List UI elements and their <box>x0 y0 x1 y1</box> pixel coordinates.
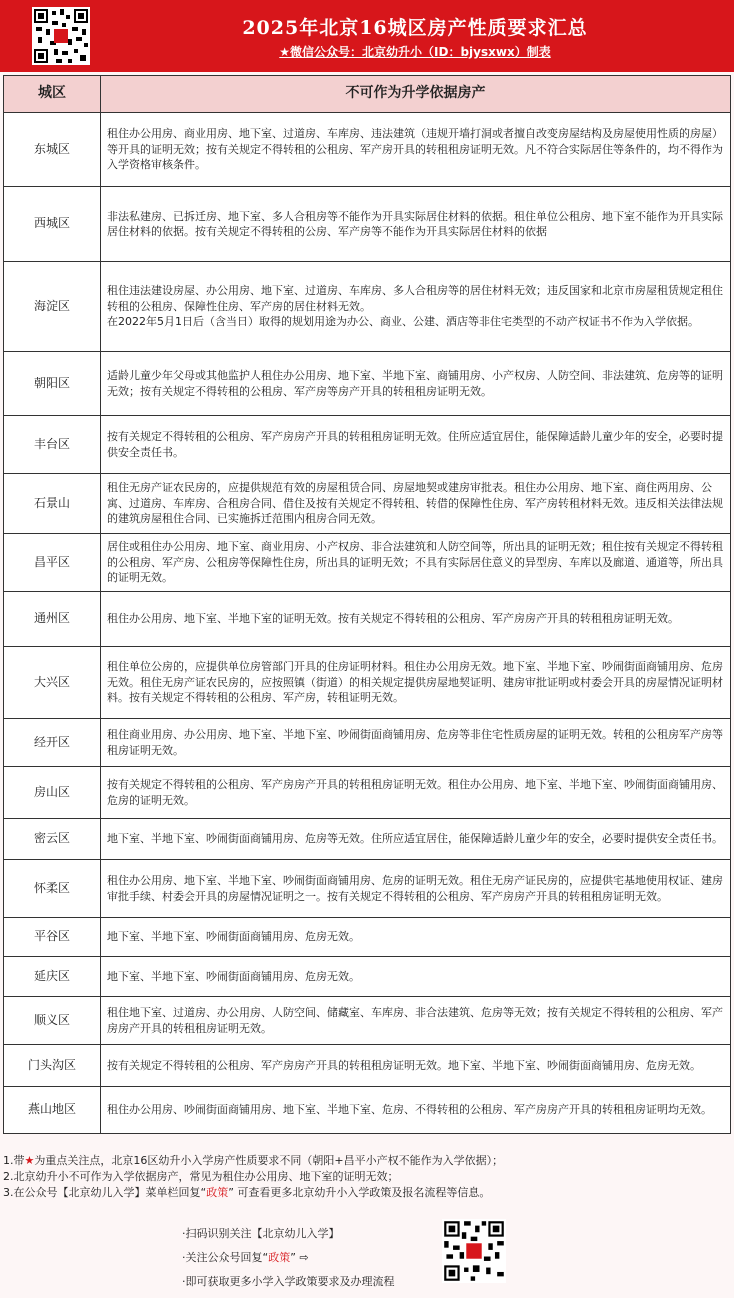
district-name: 经开区 <box>4 719 101 767</box>
note-3 <box>3 1185 730 1201</box>
qr-code-icon[interactable] <box>32 7 90 65</box>
table-row <box>4 262 731 352</box>
star-icon: ★ <box>24 1154 35 1167</box>
district-name: 东城区 <box>4 113 101 187</box>
note-3-text: ” 可查看更多北京幼升小入学政策及报名流程等信息。 <box>228 1186 491 1199</box>
property-rule-text: 非法私建房、已拆迁房、地下室、多人合租房等不能作为开具实际居住材料的依据。租住单位公租房、地下室不能作为开具实际居住材料的依据。按有关规定不得转租的公房、军产房等不能作为开具实际居住材料的依据 <box>101 187 731 262</box>
property-rule-text: 按有关规定不得转租的公租房、军产房房产开具的转租租房证明无效。住所应适宜居住，能保障适龄儿童少年的安全，必要时提供安全责任书。 <box>101 416 731 474</box>
footer-text <box>182 1222 395 1294</box>
footer-line-2 <box>182 1246 395 1270</box>
table-row <box>4 1045 731 1087</box>
property-rule-text: 租住办公用房、商业用房、地下室、过道房、车库房、违法建筑（违规开墙打洞或者擅自改变房屋结构及房屋使用性质的房屋）等开具的证明无效；按有关规定不得转租的公租房、军产房开具的转租租房证明无效。凡不符合实际居住等条件的，均不得作为入学资格审核条件。 <box>101 113 731 187</box>
property-rule-text: 租住单位公房的，应提供单位房管部门开具的住房证明材料。租住办公用房无效。地下室、半地下室、吵闹街面商铺用房、危房无效。租住无房产证农民房的，应按照镇（街道）的相关规定提供房屋地契证明、建房审批证明或村委会开具的房屋情况证明材料。按有关规定不得转租的公租房、军产房，转租证明无效。 <box>101 647 731 719</box>
property-rule-text: 居住或租住办公用房、地下室、商业用房、小产权房、非合法建筑和人防空间等，所出具的证明无效；租住按有关规定不得转租的公租房、军产房、公租房等保障性住房，所出具的证明无效；不具有实际居住意义的异型房、车库以及廊道、通道等，所出具的证明无效。 <box>101 534 731 592</box>
footer-keyword: 政策 <box>268 1251 291 1264</box>
table-row <box>4 767 731 819</box>
table-row <box>4 918 731 957</box>
footer-line-2-rest: ” ⇨ <box>290 1251 309 1264</box>
column-header-district: 城区 <box>4 76 101 113</box>
district-name: 房山区 <box>4 767 101 819</box>
property-rule-text: 地下室、半地下室、吵闹街面商铺用房、危房无效。 <box>101 957 731 997</box>
table-row <box>4 187 731 262</box>
table-row <box>4 719 731 767</box>
footer-line-1: ·扫码识别关注【北京幼儿入学】 <box>182 1227 340 1240</box>
table-row <box>4 474 731 534</box>
footer-line-3: ·即可获取更多小学入学政策要求及办理流程 <box>182 1275 395 1288</box>
property-rule-text: 按有关规定不得转租的公租房、军产房房产开具的转租租房证明无效。租住办公用房、地下室、半地下室、吵闹街面商铺用房、危房的证明无效。 <box>101 767 731 819</box>
property-rule-text: 租住无房产证农民房的，应提供规范有效的房屋租赁合同、房屋地契或建房审批表。租住办公用房、地下室、商住两用房、公寓、过道房、车库房、合租房合同、借住及按有关规定不得转租、转借的保障性住房、军产房转租材料无效。违反相关法律法规的建筑房屋租住合同、已实施拆迁范围内租房合同无效。 <box>101 474 731 534</box>
footer-line-2-prefix: ·关注公众号回复“ <box>182 1251 269 1264</box>
note-1-prefix: 1.带 <box>3 1154 25 1167</box>
notes-section <box>3 1153 730 1201</box>
district-name: 昌平区 <box>4 534 101 592</box>
property-rule-text: 租住办公用房、地下室、半地下室的证明无效。按有关规定不得转租的公租房、军产房房产开具的转租租房证明无效。 <box>101 592 731 647</box>
column-header-property: 不可作为升学依据房产 <box>101 76 731 113</box>
district-name: 燕山地区 <box>4 1087 101 1134</box>
property-rule-text: 租住办公用房、吵闹街面商铺用房、地下室、半地下室、危房、不得转租的公租房、军产房房产开具的转租租房证明均无效。 <box>101 1087 731 1134</box>
table-row <box>4 819 731 860</box>
property-rule-text: 租住违法建设房屋、办公用房、地下室、过道房、车库房、多人合租房等的居住材料无效；违反国家和北京市房屋租赁规定租住转租的公租房、保障性住房、军产房的居住材料无效。 在2022年5月1日后（含当日）取得的规划用途为办公、商业、公建、酒店等非住宅类型的不动产权证书不作为入学依据。 <box>101 262 731 352</box>
district-name: 门头沟区 <box>4 1045 101 1087</box>
district-name: 西城区 <box>4 187 101 262</box>
district-name: 顺义区 <box>4 997 101 1045</box>
property-rule-text: 地下室、半地下室、吵闹街面商铺用房、危房等无效。住所应适宜居住，能保障适龄儿童少年的安全，必要时提供安全责任书。 <box>101 819 731 860</box>
table-row <box>4 860 731 918</box>
district-name: 丰台区 <box>4 416 101 474</box>
header-banner <box>0 0 734 72</box>
district-name: 怀柔区 <box>4 860 101 918</box>
note-1 <box>3 1153 730 1169</box>
note-3-keyword: 政策 <box>206 1186 229 1199</box>
district-name: 延庆区 <box>4 957 101 997</box>
district-name: 海淀区 <box>4 262 101 352</box>
district-name: 石景山 <box>4 474 101 534</box>
property-rule-text: 租住办公用房、地下室、半地下室、吵闹街面商铺用房、危房的证明无效。租住无房产证民房的，应提供宅基地使用权证、建房审批手续、村委会开具的房屋情况证明之一。按有关规定不得转租的公租房、军产房房产开具的转租租房证明无效。 <box>101 860 731 918</box>
table-header-row <box>4 76 731 113</box>
district-name: 密云区 <box>4 819 101 860</box>
property-rule-text: 按有关规定不得转租的公租房、军产房房产开具的转租租房证明无效。地下室、半地下室、吵闹街面商铺用房、危房无效。 <box>101 1045 731 1087</box>
table-row <box>4 534 731 592</box>
table-row <box>4 113 731 187</box>
table-row <box>4 997 731 1045</box>
property-rule-text: 地下室、半地下室、吵闹街面商铺用房、危房无效。 <box>101 918 731 957</box>
table-row <box>4 957 731 997</box>
table-row <box>4 592 731 647</box>
footer-qr-code-icon[interactable] <box>442 1219 506 1283</box>
page-subtitle: ★微信公众号：北京幼升小（ID：bjysxwx）制表 <box>279 45 551 59</box>
property-rule-text: 适龄儿童少年父母或其他监护人租住办公用房、地下室、半地下室、商铺用房、小产权房、人防空间、非法建筑、危房等的证明无效；按有关规定不得转租的公租房、军产房等房产开具的转租租房证明无效。 <box>101 352 731 416</box>
table-row <box>4 1087 731 1134</box>
property-rule-text: 租住商业用房、办公用房、地下室、半地下室、吵闹街面商铺用房、危房等非住宅性质房屋的证明无效。转租的公租房军产房等租房证明无效。 <box>101 719 731 767</box>
policy-table <box>3 75 731 1134</box>
table-row <box>4 647 731 719</box>
district-name: 平谷区 <box>4 918 101 957</box>
property-rule-text: 租住地下室、过道房、办公用房、人防空间、储藏室、车库房、非合法建筑、危房等无效；按有关规定不得转租的公租房、军产房房产开具的转租租房证明无效。 <box>101 997 731 1045</box>
note-3-prefix: 3.在公众号【北京幼儿入学】菜单栏回复“ <box>3 1186 207 1199</box>
district-name: 大兴区 <box>4 647 101 719</box>
note-1-text: 为重点关注点，北京16区幼升小入学房产性质要求不同（朝阳+昌平小产权不能作为入学依据）； <box>34 1154 504 1167</box>
table-row <box>4 416 731 474</box>
table-row <box>4 352 731 416</box>
page-title: 2025年北京16城区房产性质要求汇总 <box>242 17 588 39</box>
note-2: 2.北京幼升小不可作为入学依据房产，常见为租住办公用房、地下室的证明无效； <box>3 1170 399 1183</box>
district-name: 朝阳区 <box>4 352 101 416</box>
district-name: 通州区 <box>4 592 101 647</box>
